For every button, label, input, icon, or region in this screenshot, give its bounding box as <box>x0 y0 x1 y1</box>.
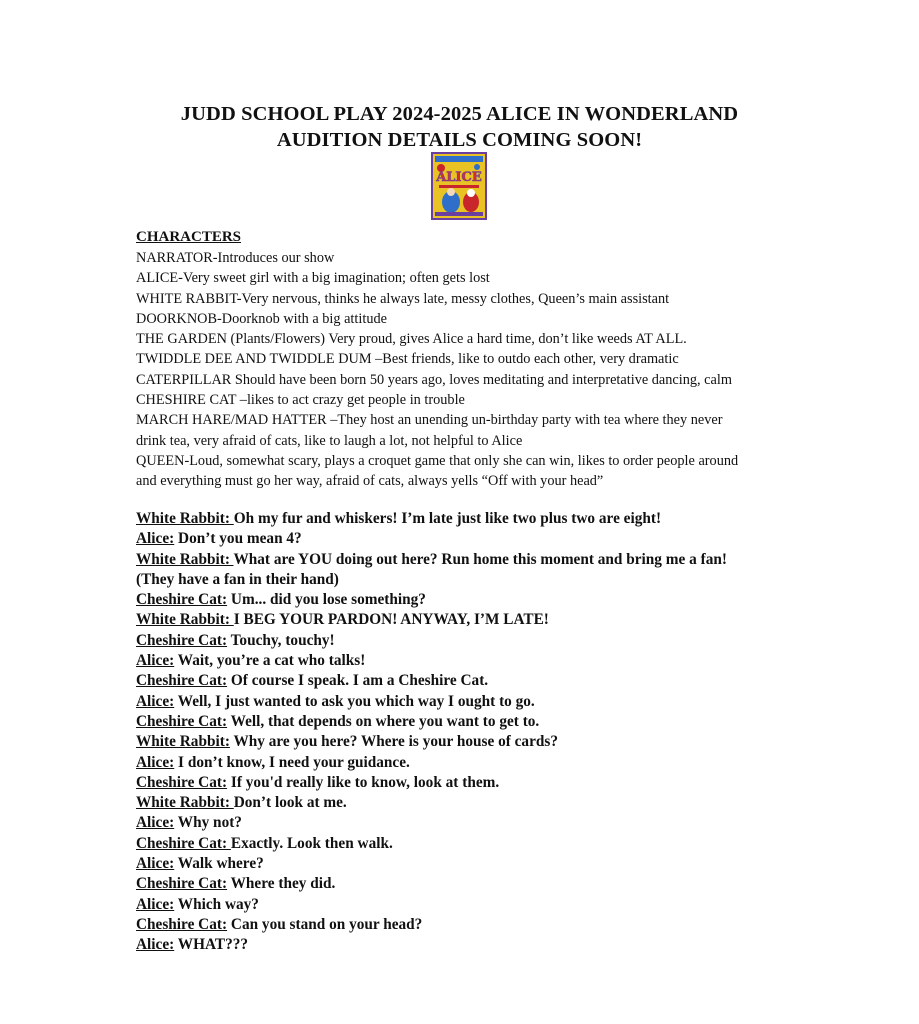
dialogue-text: Oh my fur and whiskers! I’m late just like two plus two are eight! <box>233 510 662 527</box>
speaker-name: Cheshire Cat: <box>136 915 228 933</box>
page-title <box>0 101 919 153</box>
speaker-name: Alice: <box>136 753 175 771</box>
script-line <box>136 529 836 549</box>
characters-heading: CHARACTERS <box>136 229 242 245</box>
script-line <box>136 915 836 935</box>
character-line: MARCH HARE/MAD HATTER –They host an unending un-birthday party with tea where they never <box>136 412 723 429</box>
poster-title: ALICE <box>436 170 482 185</box>
speaker-name: Cheshire Cat: <box>136 591 228 609</box>
speaker-name: Cheshire Cat: <box>136 631 228 649</box>
poster-rabbit-head <box>467 189 475 197</box>
speaker-name: Alice: <box>136 814 175 832</box>
speaker-name: Alice: <box>136 692 175 710</box>
dialogue-text: Exactly. Look then walk. <box>230 834 393 852</box>
speaker-name: Cheshire Cat: <box>136 834 231 852</box>
character-line: CATERPILLAR Should have been born 50 years ago, loves meditating and interpretative dancing, calm <box>136 371 732 388</box>
poster-subtitle-band <box>439 185 479 188</box>
speaker-name: White Rabbit: <box>136 733 230 751</box>
dialogue-text: What are YOU doing out here? Run home this moment and bring me a fan! <box>233 550 727 568</box>
dialogue-text: I don’t know, I need your guidance. <box>174 753 410 771</box>
script-line <box>136 550 836 570</box>
speaker-name: Cheshire Cat: <box>136 672 228 690</box>
character-line: CHESHIRE CAT –likes to act crazy get people in trouble <box>136 392 465 409</box>
script-line <box>136 874 836 894</box>
character-line: QUEEN-Loud, somewhat scary, plays a croquet game that only she can win, likes to order people around <box>136 452 739 469</box>
script-line <box>136 753 836 773</box>
script-line <box>136 671 836 691</box>
script-line <box>136 813 836 833</box>
character-line: ALICE-Very sweet girl with a big imagination; often gets lost <box>136 270 490 287</box>
speaker-name: Alice: <box>136 530 175 548</box>
speaker-name: Alice: <box>136 652 175 670</box>
poster-bottom-band <box>435 212 483 216</box>
speaker-name: White Rabbit: <box>136 794 234 812</box>
dialogue-text: Walk where? <box>174 855 264 873</box>
dialogue-text: Don’t you mean 4? <box>174 530 302 548</box>
script-line <box>136 651 836 671</box>
dialogue-text: Why are you here? Where is your house of cards? <box>229 733 558 751</box>
speaker-name: Alice: <box>136 895 175 913</box>
dialogue-text: Why not? <box>174 814 242 832</box>
title-line-2: AUDITION DETAILS COMING SOON! <box>276 129 643 151</box>
dialogue-text: WHAT??? <box>174 936 249 954</box>
speaker-name: Cheshire Cat: <box>136 875 228 893</box>
dialogue-text: (They have a fan in their hand) <box>136 570 339 588</box>
script-line <box>136 692 836 712</box>
speaker-name: White Rabbit: <box>136 550 234 568</box>
character-line: NARRATOR-Introduces our show <box>136 250 335 266</box>
character-list <box>136 248 836 492</box>
script-line <box>136 610 836 630</box>
poster-figure-head <box>447 188 455 196</box>
speaker-name: White Rabbit: <box>136 510 234 527</box>
script-line <box>136 854 836 874</box>
dialogue-text: Well, I just wanted to ask you which way I ought to go. <box>174 692 535 710</box>
script-excerpt <box>136 509 836 956</box>
dialogue-text: I BEG YOUR PARDON! ANYWAY, I’M LATE! <box>233 611 549 629</box>
title-line-1: JUDD SCHOOL PLAY 2024-2025 ALICE IN WONDERLAND <box>180 103 739 125</box>
speaker-name: Alice: <box>136 936 175 954</box>
script-line <box>136 509 836 529</box>
script-line <box>136 590 836 610</box>
dialogue-text: Touchy, touchy! <box>227 631 335 649</box>
speaker-name: Alice: <box>136 855 175 873</box>
character-line: TWIDDLE DEE AND TWIDDLE DUM –Best friends, like to outdo each other, very dramatic <box>136 351 679 368</box>
script-line <box>136 712 836 732</box>
dialogue-text: Well, that depends on where you want to get to. <box>227 712 540 730</box>
script-line <box>136 631 836 651</box>
script-line <box>136 935 836 955</box>
poster-top-band <box>435 156 483 162</box>
dialogue-text: Don’t look at me. <box>233 794 347 812</box>
dialogue-text: Can you stand on your head? <box>227 915 423 933</box>
character-line: drink tea, very afraid of cats, like to laugh a lot, not helpful to Alice <box>136 432 523 449</box>
characters-section <box>136 228 836 492</box>
script-line <box>136 793 836 813</box>
dialogue-text: Where they did. <box>227 875 336 893</box>
speaker-name: Cheshire Cat: <box>136 773 228 791</box>
dialogue-text: If you'd really like to know, look at them. <box>227 773 500 791</box>
character-line: DOORKNOB-Doorknob with a big attitude <box>136 310 387 327</box>
character-line: THE GARDEN (Plants/Flowers) Very proud, gives Alice a hard time, don’t like weeds AT ALL. <box>136 331 687 348</box>
dialogue-text: Of course I speak. I am a Cheshire Cat. <box>227 672 489 690</box>
script-line <box>136 732 836 752</box>
script-line <box>136 570 836 590</box>
speaker-name: Cheshire Cat: <box>136 712 228 730</box>
script-line <box>136 895 836 915</box>
character-line: and everything must go her way, afraid of cats, always yells “Off with your head” <box>136 473 604 490</box>
script-line <box>136 834 836 854</box>
character-line: WHITE RABBIT-Very nervous, thinks he always late, messy clothes, Queen’s main assistant <box>136 290 670 307</box>
dialogue-text: Which way? <box>174 895 259 913</box>
dialogue-text: Wait, you’re a cat who talks! <box>174 652 366 670</box>
script-line <box>136 773 836 793</box>
speaker-name: White Rabbit: <box>136 611 234 629</box>
dialogue-text: Um... did you lose something? <box>227 591 426 609</box>
alice-poster-image <box>431 152 487 220</box>
